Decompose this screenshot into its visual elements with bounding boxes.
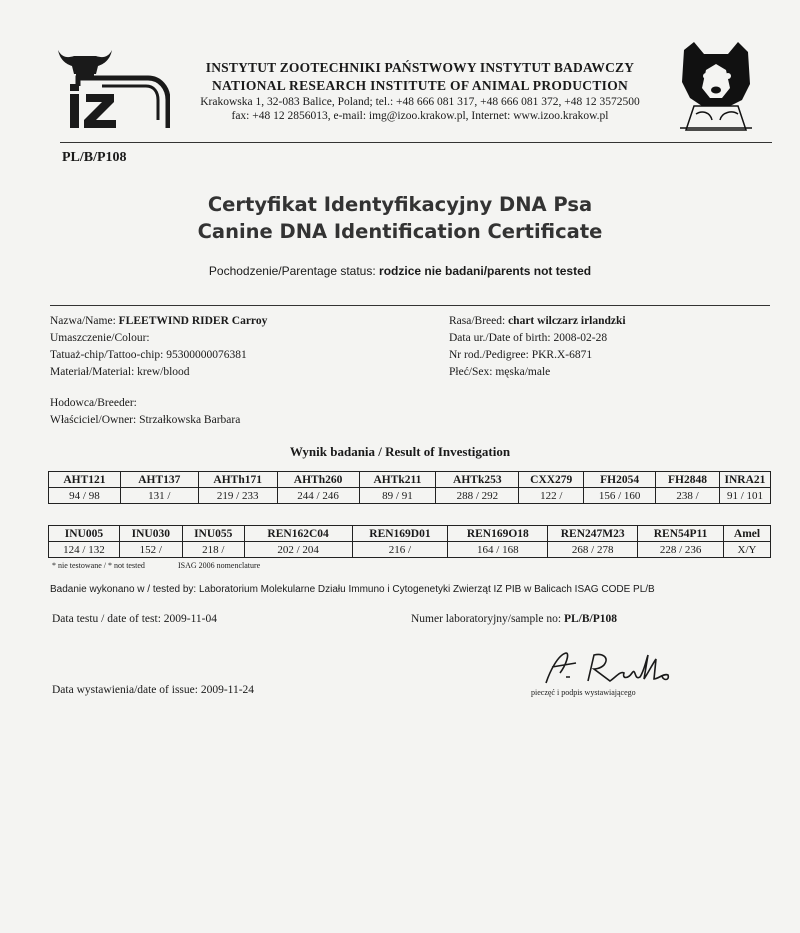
issue-date-value: 2009-11-24 bbox=[200, 684, 255, 696]
locus-header: AHT121 bbox=[49, 472, 121, 488]
lab-line: Badanie wykonano w / tested by: Laboratorium Molekularne Działu Immuno i Cytogenetyki Zwierząt IZ PIB w Balicach ISAG CODE PL/B bbox=[50, 584, 655, 595]
parentage-status bbox=[0, 264, 800, 278]
locus-header: FH2848 bbox=[656, 472, 720, 488]
locus-header: AHTh171 bbox=[198, 472, 277, 488]
colour-label: Umaszczenie/Colour: bbox=[50, 332, 150, 344]
loci-table-1 bbox=[48, 471, 771, 504]
locus-header: FH2054 bbox=[584, 472, 656, 488]
allele-value: 89 / 91 bbox=[359, 488, 436, 504]
allele-value: 216 / bbox=[352, 542, 448, 558]
nomenclature-note: ISAG 2006 nomenclature bbox=[178, 561, 261, 570]
allele-value: 219 / 233 bbox=[198, 488, 277, 504]
locus-header: REN169O18 bbox=[448, 526, 548, 542]
loci-value-row bbox=[49, 542, 771, 558]
parentage-value: rodzice nie badani/parents not tested bbox=[379, 264, 592, 278]
details-divider bbox=[50, 305, 770, 306]
allele-value: 238 / bbox=[656, 488, 720, 504]
institute-contact: fax: +48 12 2856013, e-mail: img@izoo.krakow.pl, Internet: www.izoo.krakow.pl bbox=[231, 110, 609, 122]
allele-value: 268 / 278 bbox=[548, 542, 638, 558]
sex-label: Płeć/Sex: bbox=[449, 366, 493, 378]
loci-header-row bbox=[49, 526, 771, 542]
dob-value: 2008-02-28 bbox=[553, 332, 608, 344]
breeder-label: Hodowca/Breeder: bbox=[50, 397, 137, 409]
loci-header-row bbox=[49, 472, 771, 488]
sample-value: PL/B/P108 bbox=[563, 613, 618, 625]
loci-value-row bbox=[49, 488, 771, 504]
title-polish: Certyfikat Identyfikacyjny DNA Psa bbox=[207, 193, 593, 216]
allele-value: 131 / bbox=[120, 488, 198, 504]
allele-value: 94 / 98 bbox=[49, 488, 121, 504]
locus-header: INRA21 bbox=[719, 472, 770, 488]
locus-header: REN162C04 bbox=[244, 526, 352, 542]
locus-header: REN247M23 bbox=[548, 526, 638, 542]
footnote: * nie testowane / * not tested bbox=[52, 561, 145, 570]
sex-value: męska/male bbox=[495, 366, 551, 378]
institute-address: Krakowska 1, 32-083 Balice, Poland; tel.: +48 666 081 317, +48 666 081 372, +48 12 3572500 bbox=[200, 96, 640, 108]
breed-row bbox=[449, 315, 626, 327]
institute-logo bbox=[52, 44, 170, 130]
allele-value: 218 / bbox=[182, 542, 244, 558]
signature bbox=[536, 643, 686, 693]
title-english: Canine DNA Identification Certificate bbox=[197, 220, 603, 243]
locus-header: REN169D01 bbox=[352, 526, 448, 542]
dob-row bbox=[449, 332, 607, 344]
loci-table-2 bbox=[48, 525, 771, 558]
locus-header: Amel bbox=[724, 526, 771, 542]
locus-header: AHTh260 bbox=[277, 472, 359, 488]
institute-name-en: NATIONAL RESEARCH INSTITUTE OF ANIMAL PRODUCTION bbox=[211, 78, 629, 93]
allele-value: 228 / 236 bbox=[638, 542, 724, 558]
stamp-label: pieczęć i podpis wystawiającego bbox=[531, 688, 636, 697]
issue-date-label: Data wystawienia/date of issue: bbox=[52, 684, 198, 696]
test-date-label: Data testu / date of test: bbox=[52, 613, 161, 625]
sample-label: Numer laboratoryjny/sample no: bbox=[411, 613, 562, 625]
material-label: Materiał/Material: bbox=[50, 366, 135, 378]
parentage-label: Pochodzenie/Parentage status: bbox=[208, 264, 376, 278]
chip-value: 95300000076381 bbox=[166, 349, 247, 361]
breed-value: chart wilczarz irlandzki bbox=[508, 315, 626, 327]
allele-value: 244 / 246 bbox=[277, 488, 359, 504]
material-value: krew/blood bbox=[137, 366, 190, 378]
dog-illustration bbox=[676, 40, 756, 136]
sex-row bbox=[449, 366, 550, 378]
dob-label: Data ur./Date of birth: bbox=[449, 332, 551, 344]
locus-header: AHTk211 bbox=[359, 472, 436, 488]
allele-value: 91 / 101 bbox=[719, 488, 770, 504]
owner-label: Właściciel/Owner: bbox=[50, 414, 137, 426]
locus-header: INU005 bbox=[49, 526, 120, 542]
result-title: Wynik badania / Result of Investigation bbox=[289, 444, 511, 459]
allele-value: 288 / 292 bbox=[436, 488, 519, 504]
locus-header: INU055 bbox=[182, 526, 244, 542]
pedigree-label: Nr rod./Pedigree: bbox=[449, 349, 529, 361]
sample-row bbox=[411, 613, 617, 625]
pedigree-value: PKR.X-6871 bbox=[531, 349, 593, 361]
locus-header: INU030 bbox=[119, 526, 182, 542]
institute-name-pl: INSTYTUT ZOOTECHNIKI PAŃSTWOWY INSTYTUT BADAWCZY bbox=[205, 60, 635, 75]
chip-row bbox=[50, 349, 247, 361]
locus-header: REN54P11 bbox=[638, 526, 724, 542]
test-date-value: 2009-11-04 bbox=[163, 613, 218, 625]
locus-header: AHT137 bbox=[120, 472, 198, 488]
locus-header: CXX279 bbox=[519, 472, 584, 488]
allele-value: 156 / 160 bbox=[584, 488, 656, 504]
allele-value: 124 / 132 bbox=[49, 542, 120, 558]
owner-row bbox=[50, 414, 240, 426]
name-row bbox=[50, 315, 267, 327]
pedigree-row bbox=[449, 349, 592, 361]
allele-value: 122 / bbox=[519, 488, 584, 504]
issue-date-row bbox=[52, 684, 254, 696]
certificate-code: PL/B/P108 bbox=[62, 150, 127, 165]
owner-value: Strzałkowska Barbara bbox=[139, 414, 241, 426]
breed-label: Rasa/Breed: bbox=[449, 315, 506, 327]
allele-value: 202 / 204 bbox=[244, 542, 352, 558]
locus-header: AHTk253 bbox=[436, 472, 519, 488]
allele-value: 152 / bbox=[119, 542, 182, 558]
name-label: Nazwa/Name: bbox=[50, 315, 116, 327]
chip-label: Tatuaż-chip/Tattoo-chip: bbox=[50, 349, 164, 361]
test-date-row bbox=[52, 613, 217, 625]
header-divider bbox=[60, 142, 772, 143]
material-row bbox=[50, 366, 190, 378]
name-value: FLEETWIND RIDER Carroy bbox=[118, 315, 268, 327]
allele-value: X/Y bbox=[724, 542, 771, 558]
allele-value: 164 / 168 bbox=[448, 542, 548, 558]
